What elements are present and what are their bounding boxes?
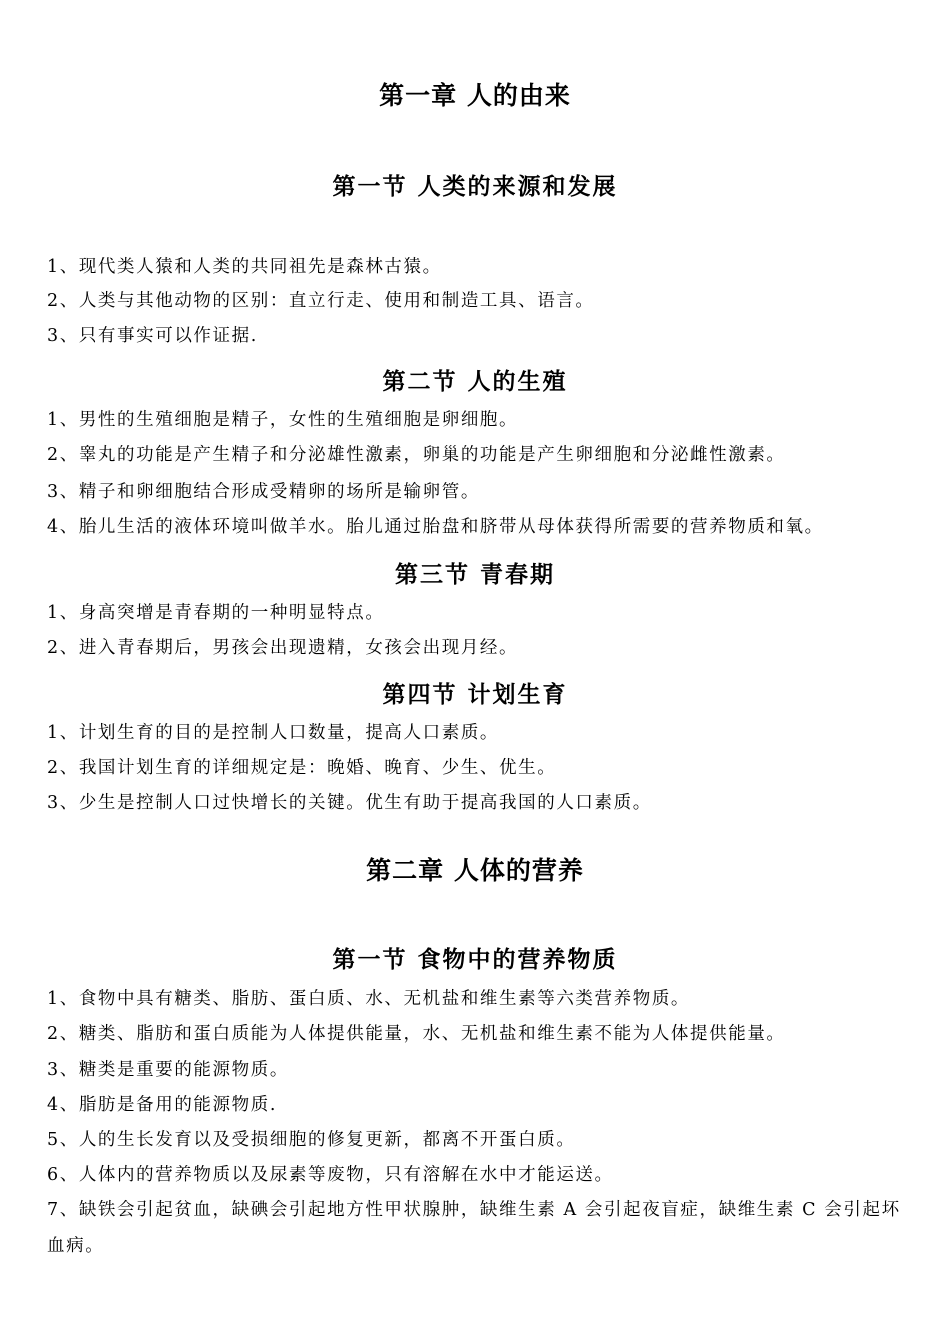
- list-item: 1、食物中具有糖类、脂肪、蛋白质、水、无机盐和维生素等六类营养物质。: [47, 989, 691, 1009]
- list-item: 3、少生是控制人口过快增长的关键。优生有助于提高我国的人口素质。: [47, 793, 652, 813]
- section-1-1-title: 第一节 人类的来源和发展: [332, 174, 618, 200]
- list-item: 4、脂肪是备用的能源物质.: [47, 1095, 277, 1115]
- list-item: 1、计划生育的目的是控制人口数量，提高人口素质。: [47, 723, 500, 743]
- list-item: 1、男性的生殖细胞是精子，女性的生殖细胞是卵细胞。: [47, 410, 519, 430]
- list-item: 6、人体内的营养物质以及尿素等废物，只有溶解在水中才能运送。: [47, 1165, 614, 1185]
- list-item: 7、缺铁会引起贫血，缺碘会引起地方性甲状腺肿，缺维生素 A 会引起夜盲症，缺维生素 C 会引起坏血病。: [47, 1200, 901, 1256]
- section-1-3-title: 第三节 青春期: [394, 562, 555, 588]
- list-item: 1、现代类人猿和人类的共同祖先是森林古猿。: [47, 257, 442, 277]
- list-item: 2、糖类、脂肪和蛋白质能为人体提供能量，水、无机盐和维生素不能为人体提供能量。: [47, 1024, 786, 1044]
- list-item: 3、精子和卵细胞结合形成受精卵的场所是输卵管。: [47, 482, 480, 502]
- list-item: 2、睾丸的功能是产生精子和分泌雄性激素，卵巢的功能是产生卵细胞和分泌雌性激素。: [47, 445, 786, 465]
- chapter-1-title: 第一章 人的由来: [379, 81, 571, 110]
- chapter-2-title: 第二章 人体的营养: [366, 856, 584, 885]
- list-item: 2、我国计划生育的详细规定是：晚婚、晚育、少生、优生。: [47, 758, 557, 778]
- section-1-2-title: 第二节 人的生殖: [382, 369, 568, 395]
- list-item: 4、胎儿生活的液体环境叫做羊水。胎儿通过胎盘和脐带从母体获得所需要的营养物质和氧。: [47, 517, 824, 537]
- list-item: 3、只有事实可以作证据.: [47, 326, 258, 346]
- list-item: 2、进入青春期后，男孩会出现遗精，女孩会出现月经。: [47, 638, 519, 658]
- list-item: 5、人的生长发育以及受损细胞的修复更新，都离不开蛋白质。: [47, 1130, 576, 1150]
- list-item: 3、糖类是重要的能源物质。: [47, 1060, 289, 1080]
- list-item: 1、身高突增是青春期的一种明显特点。: [47, 603, 385, 623]
- list-item: 2、人类与其他动物的区别：直立行走、使用和制造工具、语言。: [47, 291, 595, 311]
- section-1-4-title: 第四节 计划生育: [382, 682, 568, 708]
- section-2-1-title: 第一节 食物中的营养物质: [332, 947, 618, 973]
